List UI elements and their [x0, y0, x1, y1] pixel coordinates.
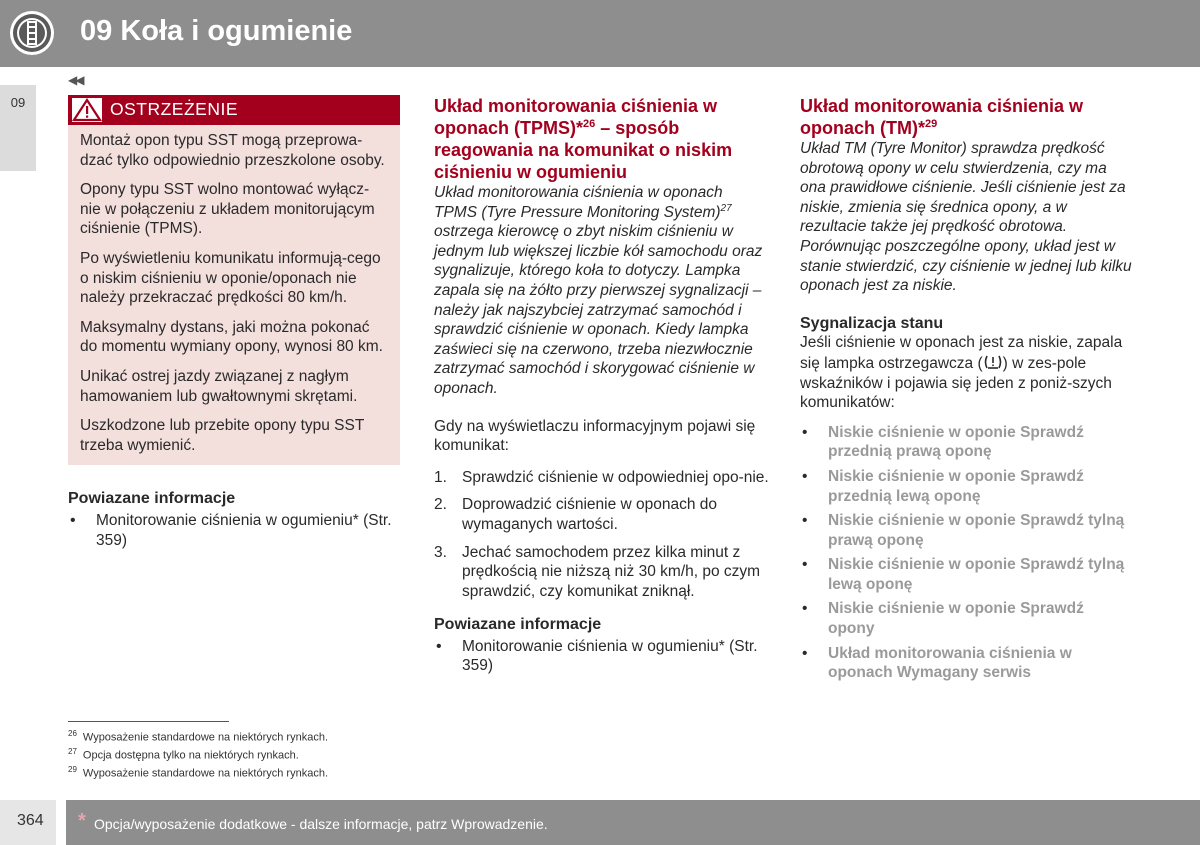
signal-text: Jeśli ciśnienie w oponach jest za niskie, zapala się lampka ostrzegawcza (	[800, 334, 1123, 372]
footnote	[68, 745, 328, 763]
tpms-intro	[434, 183, 769, 399]
message-item: • Niskie ciśnienie w oponie Sprawdź przednią prawą oponę	[800, 423, 1133, 462]
warning-paragraph: Maksymalny dystans, jaki można pokonać do momentu wymiany opony, wynosi 80 km.	[80, 318, 383, 356]
warning-title: OSTRZEŻENIE	[110, 99, 239, 119]
warning-paragraph: Montaż opon typu SST mogą przeprowa-dzać tylko odpowiednio przeszkolone osoby.	[80, 132, 385, 169]
message-item: • Układ monitorowania ciśnienia w oponach Wymagany serwis	[800, 644, 1133, 683]
footer-note: Opcja/wyposażenie dodatkowe - dalsze informacje, patrz Wprowadzenie.	[94, 816, 548, 832]
steps-list	[434, 468, 769, 602]
column-right	[800, 95, 1133, 688]
message-list	[800, 423, 1133, 683]
message-item: • Niskie ciśnienie w oponie Sprawdź tylną lewą oponę	[800, 555, 1133, 594]
page-number: 364	[17, 812, 44, 829]
chapter-header	[0, 0, 1200, 67]
footnote-number: 29	[68, 765, 77, 775]
section-heading-tm	[800, 95, 1133, 139]
related-info-link[interactable]: • Monitorowanie ciśnienia w ogumieniu* (Str. 359)	[68, 511, 400, 550]
display-message-paragraph: Gdy na wyświetlaczu informacyjnym pojawi się komunikat:	[434, 417, 756, 455]
footnote-ref: 27	[720, 202, 732, 214]
message-item: • Niskie ciśnienie w oponie Sprawdź opony	[800, 599, 1133, 638]
column-middle	[434, 95, 769, 676]
footnote-text: Wyposażenie standardowe na niektórych rynkach.	[82, 767, 328, 780]
status-signal-text	[800, 333, 1133, 412]
step-text: Doprowadzić ciśnienie w oponach do wymaganych wartości.	[462, 496, 718, 533]
step-number: 1.	[434, 468, 447, 486]
chapter-tab-label: 09	[10, 95, 26, 110]
status-signal-heading: Sygnalizacja stanu	[800, 314, 944, 332]
step-item	[434, 468, 769, 488]
step-text: Jechać samochodem przez kilka minut z prędkością nie niższą niż 30 km/h, po czym sprawdzić, czy komunikat zniknął.	[462, 543, 761, 600]
message-item: • Niskie ciśnienie w oponie Sprawdź przednią lewą oponę	[800, 467, 1133, 506]
footnote	[68, 763, 328, 781]
step-text: Sprawdzić ciśnienie w odpowiedniej opo-nie.	[462, 468, 769, 486]
warning-paragraph: Opony typu SST wolno montować wyłącz-nie w połączeniu z układem monitorującym ciśnienie (TPMS).	[80, 181, 375, 238]
footnote-text: Opcja dostępna tylko na niektórych rynkach.	[82, 749, 299, 762]
warning-triangle-icon	[72, 98, 102, 122]
footnote-divider	[68, 721, 229, 722]
heading-text: – sposób reagowania na komunikat o niskim ciśnieniu w ogumieniu	[434, 118, 733, 182]
related-info-title: Powiazane informacje	[68, 490, 236, 508]
step-item	[434, 495, 769, 534]
footnotes	[68, 727, 328, 781]
footnote-number: 26	[68, 729, 77, 738]
step-number: 3.	[434, 543, 447, 561]
related-info-title: Powiazane informacje	[434, 616, 602, 634]
footnote-text: Wyposażenie standardowe na niektórych rynkach.	[82, 731, 328, 744]
previous-page-arrow-icon[interactable]: ◀◀	[68, 73, 83, 87]
heading-text: Układ monitorowania ciśnienia w oponach (TM)*	[800, 96, 1084, 138]
warning-paragraph: Po wyświetleniu komunikatu informują-cego o niskim ciśnieniu w oponie/oponach nie należy przekraczać prędkości 80 km/h.	[80, 249, 381, 307]
footnote	[68, 727, 328, 745]
message-item: • Niskie ciśnienie w oponie Sprawdź tylną prawą oponę	[800, 511, 1133, 550]
warning-paragraph: Unikać ostrej jazdy związanej z nagłym hamowaniem lub gwałtownymi skrętami.	[80, 367, 358, 405]
signal-text: ) w zes-pole wskaźników i pojawia się jeden z poniż-szych komunikatów:	[800, 354, 1112, 412]
tire-pressure-warning-icon	[983, 353, 1003, 371]
column-left	[68, 95, 400, 550]
footer-bar	[66, 800, 1200, 845]
heading-text: Układ monitorowania ciśnienia w oponach (TPMS)*	[434, 96, 718, 138]
intro-text: ostrzega kierowcę o zbyt niskim ciśnieniu w jednym lub większej liczbie kół samochodu oraz sygnalizuje, którego koła to dotyczy. Lampka zapala się na żółto przy pierwszej sygnalizacji – należy jak najszybciej zatrzymać samochód i sprawdzić ciśnienie w oponach. Kiedy lampka zaświeci się na czerwono, trzeba niezwłocznie zatrzymać samochód i skorygować ciśnienie w oponach.	[434, 223, 763, 397]
section-heading-tpms	[434, 95, 769, 183]
footnote-number: 27	[68, 747, 77, 757]
warning-paragraph: Uszkodzone lub przebite opony typu SST trzeba wymienić.	[80, 417, 365, 454]
tire-icon	[10, 11, 54, 55]
related-info-link[interactable]: • Monitorowanie ciśnienia w ogumieniu* (Str. 359)	[434, 637, 769, 676]
chapter-title: 09 Koła i ogumienie	[80, 15, 353, 47]
step-number: 2.	[434, 496, 447, 514]
footnote-ref: 29	[924, 118, 938, 130]
step-item	[434, 543, 769, 602]
option-star-icon: *	[78, 810, 86, 832]
tm-intro: Układ TM (Tyre Monitor) sprawdza prędkość obrotową opony w celu stwierdzenia, czy ma ona prawidłowe ciśnienie. Jeśli ciśnienie jest za niskie, zmienia się średnica opony, a w rezultacie także jej prędkość obrotowa. Porównując poszczególne opony, układ jest w stanie stwierdzić, czy ciśnienie w jednej lub kilku oponach jest za niskie.	[800, 140, 1132, 295]
warning-body	[68, 125, 400, 465]
warning-box	[68, 95, 400, 465]
footnote-ref: 26	[583, 118, 596, 130]
intro-text: Układ monitorowania ciśnienia w oponach TPMS (Tyre Pressure Monitoring System)	[434, 184, 723, 221]
warning-header	[68, 95, 400, 125]
chapter-side-tab[interactable]	[0, 85, 36, 171]
